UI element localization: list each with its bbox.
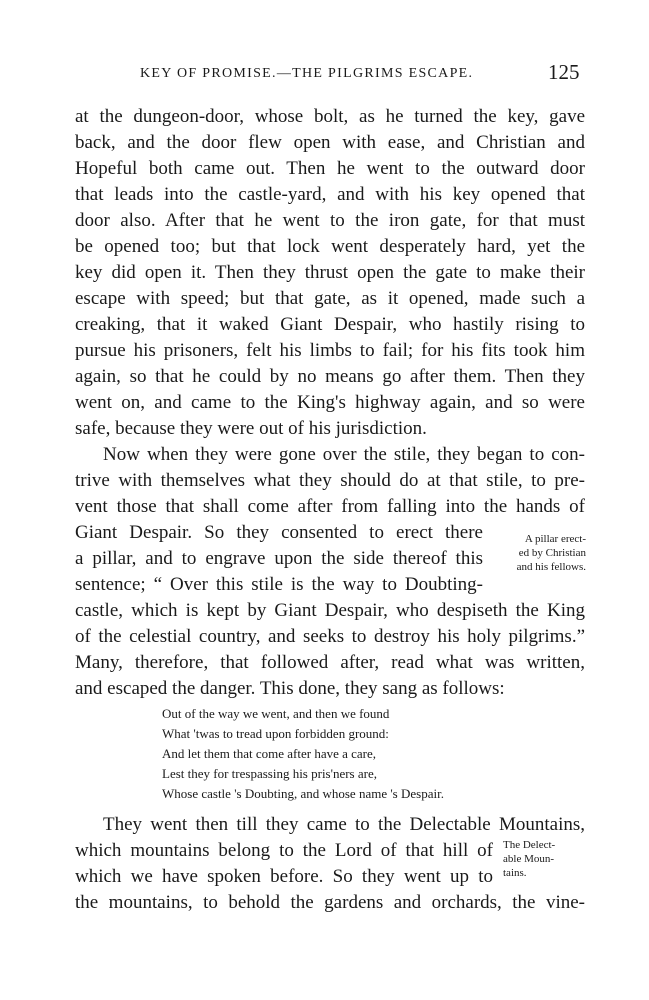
text-line: be opened too; but that lock went desperately hard, yet the: [75, 236, 585, 257]
text-line: Giant Despair. So they consented to erect there: [75, 522, 483, 543]
text-line: pursue his prisoners, felt his limbs to fail; for his fits took him: [75, 340, 585, 361]
text-line: a pillar, and to engrave upon the side thereof this: [75, 548, 483, 569]
text-line: Many, therefore, that followed after, read what was written,: [75, 652, 585, 673]
verse-line: Whose castle 's Doubting, and whose name 's Despair.: [162, 786, 444, 801]
text-line: of the celestial country, and seeks to destroy his holy pilgrims.”: [75, 626, 585, 647]
text-line: key did open it. Then they thrust open the gate to make their: [75, 262, 585, 283]
text-line: and escaped the danger. This done, they sang as follows:: [75, 678, 505, 699]
text-line: door also. After that he went to the iron gate, for that must: [75, 210, 585, 231]
text-line: They went then till they came to the Delectable Mountains,: [103, 814, 585, 835]
text-line: castle, which is kept by Giant Despair, who despiseth the King: [75, 600, 585, 621]
text-line: which mountains belong to the Lord of that hill of: [75, 840, 493, 861]
running-title: KEY OF PROMISE.—THE PILGRIMS ESCAPE.: [140, 66, 474, 81]
text-line: that leads into the castle-yard, and with his key opened that: [75, 184, 585, 205]
running-header: [0, 62, 649, 92]
verse-line: Lest they for trespassing his pris'ners are,: [162, 766, 377, 781]
text-line: went on, and came to the King's highway again, and so were: [75, 392, 585, 413]
verse-line: And let them that come after have a care,: [162, 746, 377, 761]
text-line: safe, because they were out of his jurisdiction.: [75, 418, 427, 439]
text-line: trive with themselves what they should do at that stile, to pre-: [75, 470, 585, 491]
text-line: sentence; “ Over this stile is the way to Doubting-: [75, 574, 483, 595]
margin-note-line: tains.: [503, 867, 527, 879]
margin-note-line: The Delect-: [503, 839, 556, 851]
margin-note-line: A pillar erect-: [524, 533, 586, 545]
verse-line: Out of the way we went, and then we found: [162, 706, 390, 721]
text-line: the mountains, to behold the gardens and orchards, the vine-: [75, 892, 585, 913]
margin-note-line: and his fellows.: [516, 561, 586, 573]
text-line: which we have spoken before. So they went up to: [75, 866, 493, 887]
text-line: again, so that he could by no means go after them. Then they: [75, 366, 585, 387]
text-line: Now when they were gone over the stile, they began to con-: [103, 444, 585, 465]
text-line: Hopeful both came out. Then he went to the outward door: [75, 158, 585, 179]
margin-note-line: able Moun-: [503, 853, 555, 865]
verse-line: What 'twas to tread upon forbidden ground:: [162, 726, 389, 741]
margin-note-mountains: [503, 838, 585, 880]
text-line: vent those that shall come after from falling into the hands of: [75, 496, 585, 517]
text-line: at the dungeon-door, whose bolt, as he turned the key, gave: [75, 106, 585, 127]
text-line: escape with speed; but that gate, as it opened, made such a: [75, 288, 585, 309]
text-line: back, and the door flew open with ease, and Christian and: [75, 132, 585, 153]
margin-note-line: ed by Christian: [518, 547, 586, 559]
page-number: 125: [548, 60, 580, 84]
text-line: creaking, that it waked Giant Despair, who hastily rising to: [75, 314, 585, 335]
margin-note-pillar: [500, 532, 586, 574]
